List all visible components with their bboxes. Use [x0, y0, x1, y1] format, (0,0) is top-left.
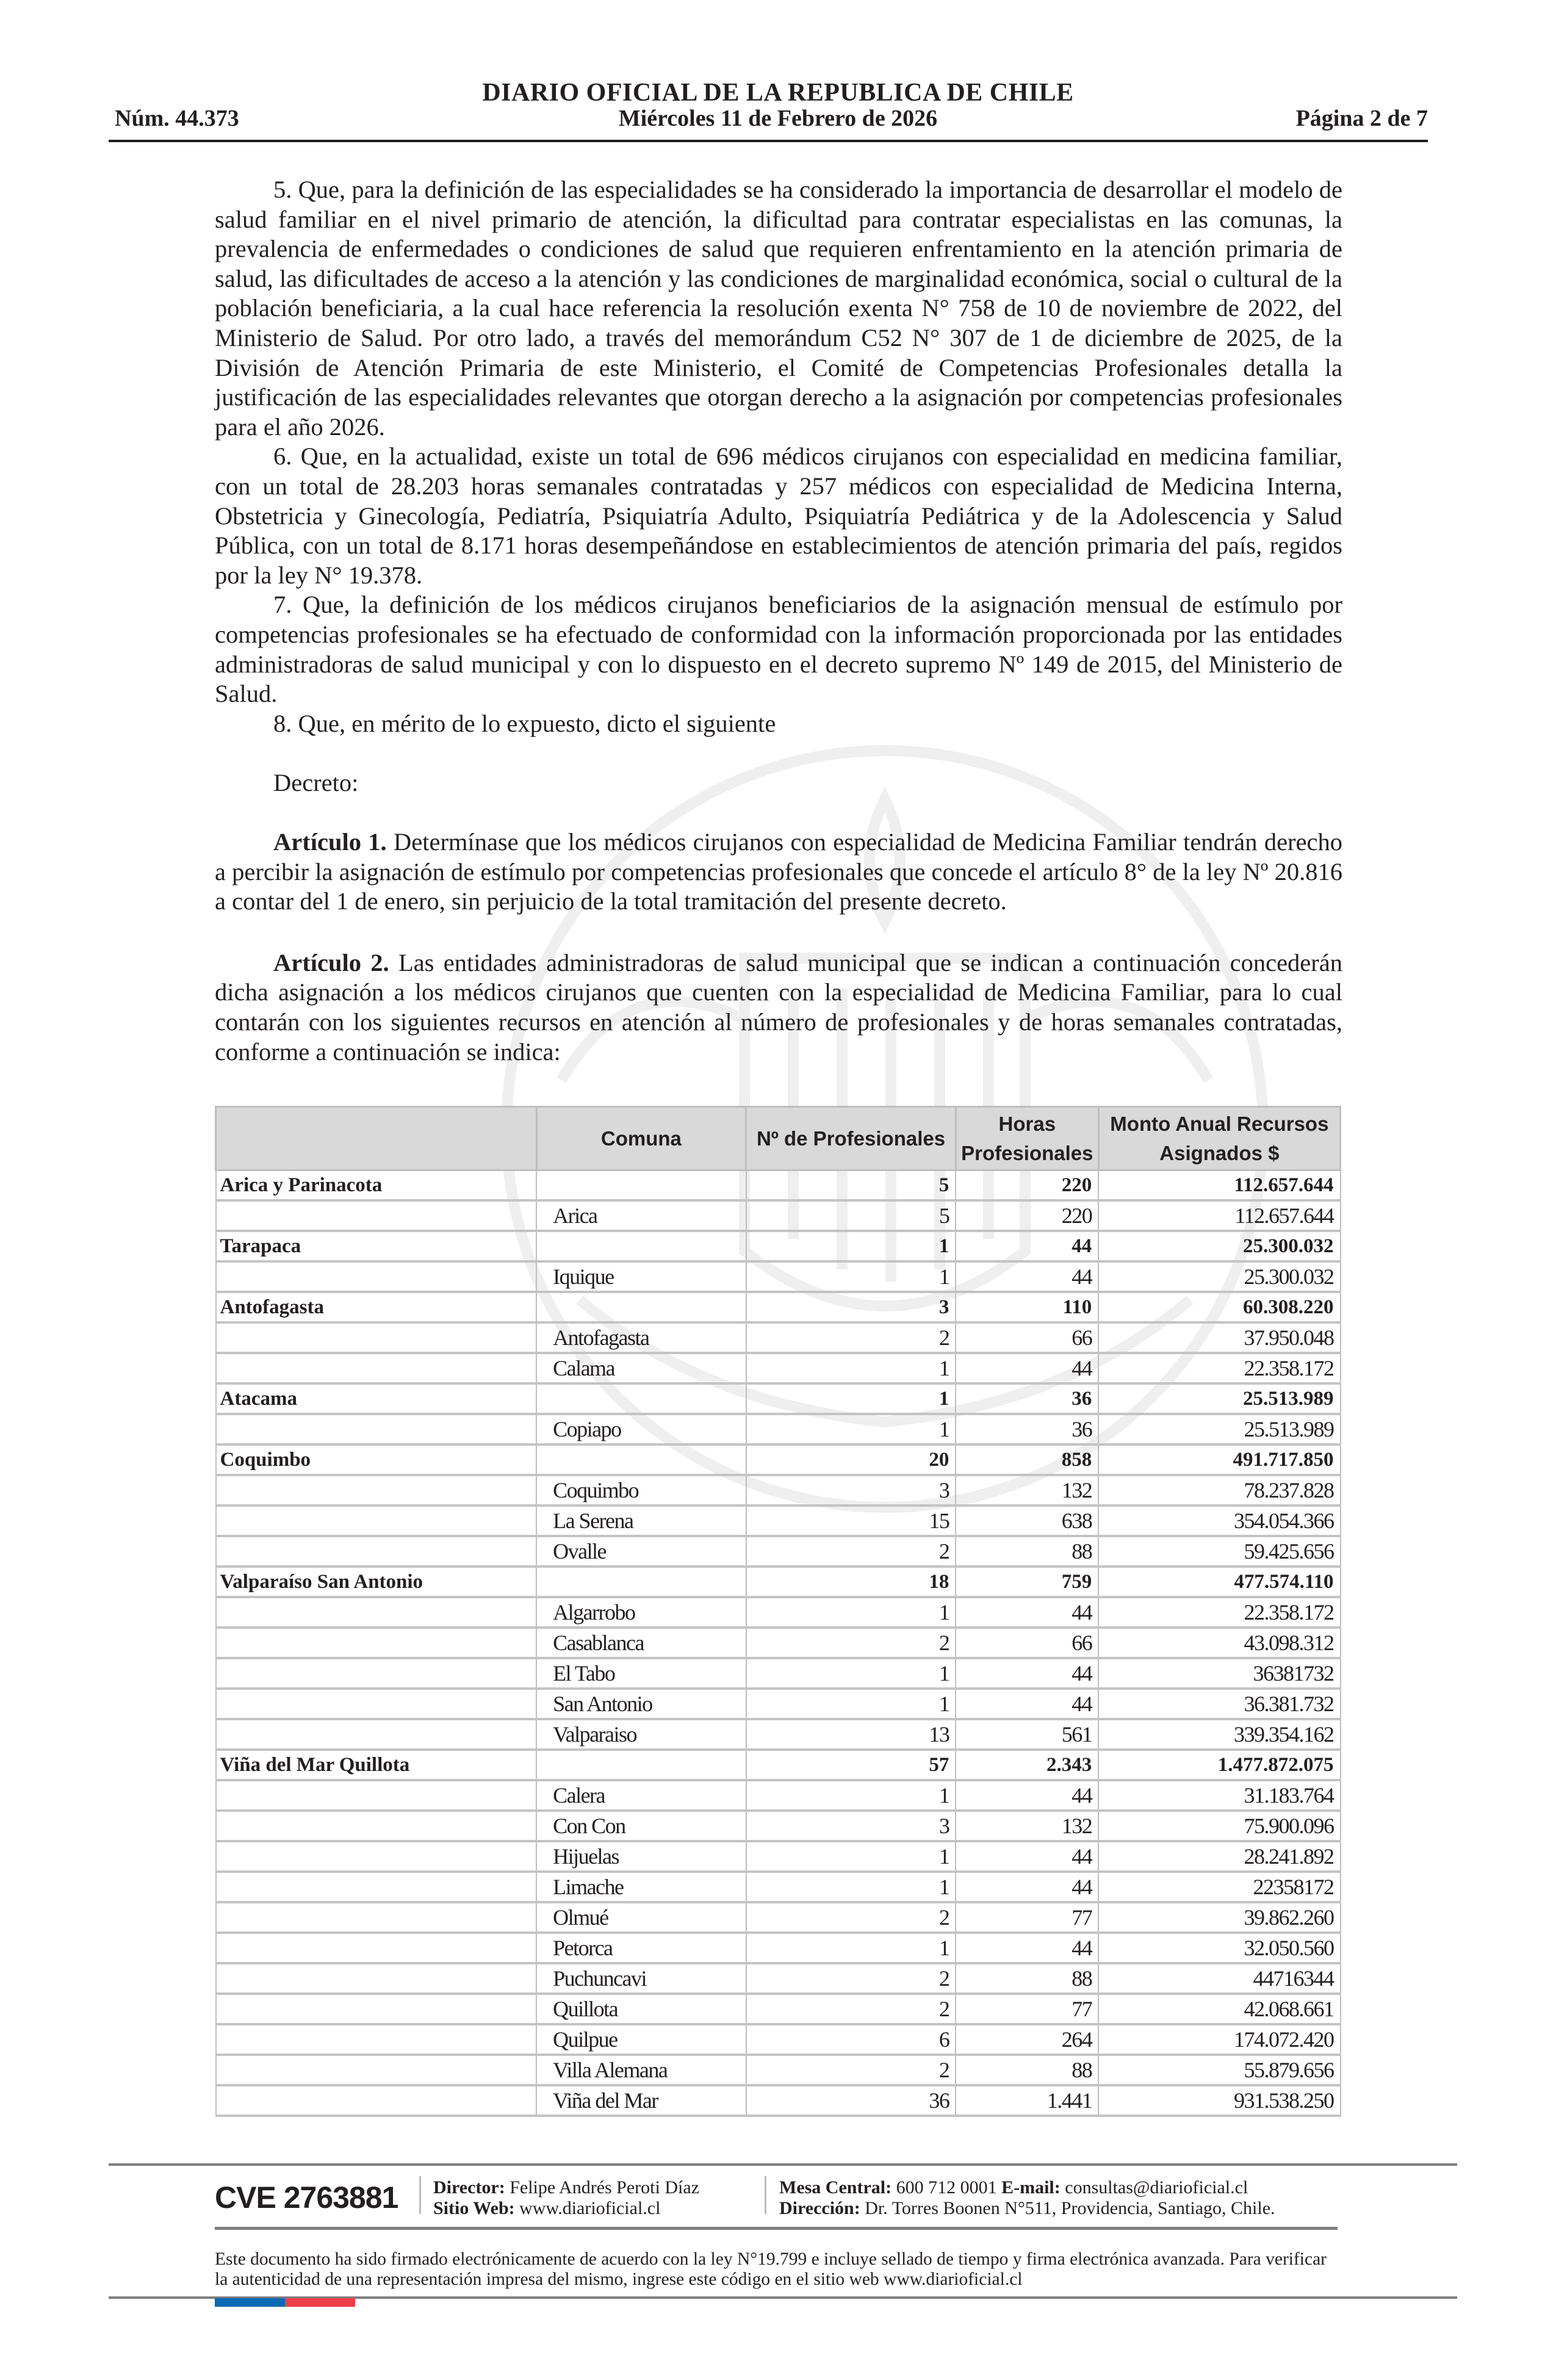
header-comuna: Comuna — [536, 1107, 746, 1170]
cell-comuna: Con Con — [536, 1811, 746, 1841]
cell-horas: 1.441 — [956, 2085, 1098, 2116]
cell-comuna — [536, 1170, 746, 1201]
cell-comuna — [536, 1383, 746, 1414]
cell-profesionales: 20 — [746, 1444, 956, 1475]
director-label: Director: — [433, 2177, 505, 2198]
cell-comuna — [536, 1231, 746, 1261]
cell-comuna: Quillota — [536, 1994, 746, 2024]
cell-horas: 759 — [956, 1567, 1098, 1597]
cell-comuna: San Antonio — [536, 1689, 746, 1719]
cell-comuna: Antofagasta — [536, 1322, 746, 1353]
cell-comuna: Ovalle — [536, 1536, 746, 1567]
cell-horas: 110 — [956, 1292, 1098, 1322]
cell-comuna: Villa Alemana — [536, 2055, 746, 2085]
cell-monto: 59.425.656 — [1098, 1536, 1340, 1567]
cell-comuna: Quilpue — [536, 2024, 746, 2055]
cell-monto: 42.068.661 — [1098, 1994, 1340, 2024]
cell-profesionales: 1 — [746, 1872, 956, 1902]
cell-monto: 32.050.560 — [1098, 1933, 1340, 1963]
cell-monto: 28.241.892 — [1098, 1841, 1340, 1872]
table-row-region — [216, 1567, 1341, 1597]
email-link[interactable]: consultas@diarioficial.cl — [1060, 2177, 1248, 2198]
cell-monto: 60.308.220 — [1098, 1292, 1340, 1322]
email-label: E-mail: — [1001, 2177, 1061, 2198]
table-row-comuna — [216, 2024, 1341, 2055]
cell-profesionales: 1 — [746, 1841, 956, 1872]
cell-profesionales: 1 — [746, 1383, 956, 1414]
cell-comuna: Petorca — [536, 1933, 746, 1963]
page-indicator: Página 2 de 7 — [1295, 106, 1428, 131]
cell-profesionales: 1 — [746, 1414, 956, 1444]
cell-profesionales: 5 — [746, 1170, 956, 1201]
cell-comuna: Coquimbo — [536, 1475, 746, 1506]
cell-region — [216, 1994, 537, 2024]
cell-horas: 88 — [956, 2055, 1098, 2085]
cell-monto: 25.300.032 — [1098, 1231, 1340, 1261]
cell-horas: 44 — [956, 1597, 1098, 1628]
cell-region — [216, 1902, 537, 1933]
cell-monto: 931.538.250 — [1098, 2085, 1340, 2116]
articulo-1 — [215, 828, 1342, 917]
cell-monto: 78.237.828 — [1098, 1475, 1340, 1506]
director-name: Felipe Andrés Peroti Díaz — [505, 2177, 699, 2198]
cell-profesionales: 2 — [746, 1963, 956, 1994]
cell-region — [216, 1261, 537, 1292]
cell-monto: 1.477.872.075 — [1098, 1750, 1340, 1780]
cell-region — [216, 1353, 537, 1383]
cell-horas: 66 — [956, 1628, 1098, 1658]
cell-profesionales: 1 — [746, 1933, 956, 1963]
cell-comuna: Viña del Mar — [536, 2085, 746, 2116]
flag-stripe-blue — [215, 2298, 285, 2307]
paragraph-7: 7. Que, la definición de los médicos cirujanos beneficiarios de la asignación mensual de estímulo por competencias profesionales se ha efectuado de conformidad con la información proporcionada por las entidades administradoras de salud municipal y con lo dispuesto en el decreto supremo Nº 149 de 2015, del Ministerio de Salud. — [215, 591, 1342, 708]
table-row-comuna — [216, 2055, 1341, 2085]
cell-region — [216, 1322, 537, 1353]
cell-region — [216, 1628, 537, 1658]
cell-profesionales: 2 — [746, 1994, 956, 2024]
footer-divider-top — [109, 2163, 1457, 2166]
cell-profesionales: 2 — [746, 1322, 956, 1353]
cell-profesionales: 3 — [746, 1292, 956, 1322]
cell-horas: 66 — [956, 1322, 1098, 1353]
header-divider — [109, 140, 1428, 142]
sitio-web-link[interactable]: www.diarioficial.cl — [514, 2198, 661, 2218]
cell-monto: 39.862.260 — [1098, 1902, 1340, 1933]
cell-region — [216, 1780, 537, 1811]
cell-horas: 44 — [956, 1261, 1098, 1292]
cell-region — [216, 1597, 537, 1628]
cell-monto: 354.054.366 — [1098, 1506, 1340, 1536]
cell-monto: 44716344 — [1098, 1963, 1340, 1994]
cell-comuna: Valparaiso — [536, 1719, 746, 1750]
paragraph-6: 6. Que, en la actualidad, existe un total de 696 médicos cirujanos con especialidad en medicina familiar, con un total de 28.203 horas semanales contratadas y 257 médicos con especialidad de Medicina Interna, Obstetricia y Ginecología, Pediatría, Psiquiatría Adulto, Psiquiatría Pediátrica y de la Adolescencia y Salud Pública, con un total de 8.171 horas desempeñándose en establecimientos de atención primaria del país, regidos por la ley N° 19.378. — [215, 442, 1342, 589]
cell-profesionales: 15 — [746, 1506, 956, 1536]
mesa-central-phone: 600 712 0001 — [891, 2177, 1002, 2198]
table-row-region — [216, 1231, 1341, 1261]
cell-profesionales: 13 — [746, 1719, 956, 1750]
cell-monto: 43.098.312 — [1098, 1628, 1340, 1658]
cell-horas: 77 — [956, 1902, 1098, 1933]
cell-profesionales: 57 — [746, 1750, 956, 1780]
footer-separator — [419, 2176, 421, 2214]
cell-horas: 44 — [956, 1353, 1098, 1383]
cell-monto: 22.358.172 — [1098, 1353, 1340, 1383]
cell-monto: 37.950.048 — [1098, 1322, 1340, 1353]
cell-profesionales: 1 — [746, 1597, 956, 1628]
articulo-1-text: Determínase que los médicos cirujanos con especialidad de Medicina Familiar tendrán derecho a percibir la asignación de estímulo por competencias profesionales que concede el artículo 8° de la ley Nº 20.816 a contar del 1 de enero, sin perjuicio de la total tramitación del presente decreto. — [215, 828, 1342, 915]
cell-profesionales: 1 — [746, 1261, 956, 1292]
cell-horas: 220 — [956, 1200, 1098, 1231]
table-row-comuna — [216, 1475, 1341, 1506]
cell-profesionales: 2 — [746, 1902, 956, 1933]
footer-divider-middle — [215, 2227, 1338, 2230]
cell-region: Tarapaca — [216, 1231, 537, 1261]
cell-monto: 22.358.172 — [1098, 1597, 1340, 1628]
cell-horas: 44 — [956, 1780, 1098, 1811]
table-row-region — [216, 1292, 1341, 1322]
issue-date: Miércoles 11 de Febrero de 2026 — [618, 106, 938, 131]
cell-region — [216, 1689, 537, 1719]
table-row-comuna — [216, 1780, 1341, 1811]
cell-comuna: Hijuelas — [536, 1841, 746, 1872]
table-row-comuna — [216, 1536, 1341, 1567]
direccion-label: Dirección: — [779, 2198, 860, 2218]
cell-region — [216, 1475, 537, 1506]
cell-region: Antofagasta — [216, 1292, 537, 1322]
cell-monto: 75.900.096 — [1098, 1811, 1340, 1841]
table-row-comuna — [216, 1841, 1341, 1872]
cell-region — [216, 1811, 537, 1841]
header-profesionales: Nº de Profesionales — [746, 1107, 956, 1170]
cell-horas: 44 — [956, 1658, 1098, 1689]
table-header-row — [216, 1107, 1341, 1170]
table-row-comuna — [216, 2085, 1341, 2116]
table-row-comuna — [216, 1200, 1341, 1231]
cell-region — [216, 1658, 537, 1689]
cell-profesionales: 2 — [746, 2055, 956, 2085]
cell-comuna — [536, 1444, 746, 1475]
cell-horas: 638 — [956, 1506, 1098, 1536]
cell-monto: 55.879.656 — [1098, 2055, 1340, 2085]
cell-monto: 36.381.732 — [1098, 1689, 1340, 1719]
cell-horas: 44 — [956, 1872, 1098, 1902]
cell-horas: 561 — [956, 1719, 1098, 1750]
table-row-comuna — [216, 1322, 1341, 1353]
direccion-value: Dr. Torres Boonen N°511, Providencia, Santiago, Chile. — [860, 2198, 1275, 2218]
cell-region — [216, 1719, 537, 1750]
cell-monto: 25.513.989 — [1098, 1383, 1340, 1414]
cell-monto: 491.717.850 — [1098, 1444, 1340, 1475]
cell-horas: 264 — [956, 2024, 1098, 2055]
cell-region — [216, 2085, 537, 2116]
header-horas: Horas Profesionales — [956, 1107, 1098, 1170]
cell-horas: 88 — [956, 1536, 1098, 1567]
table-row-comuna — [216, 1689, 1341, 1719]
cell-profesionales: 36 — [746, 2085, 956, 2116]
table-row-region — [216, 1383, 1341, 1414]
cell-monto: 112.657.644 — [1098, 1170, 1340, 1201]
cell-profesionales: 3 — [746, 1475, 956, 1506]
cell-region — [216, 1841, 537, 1872]
cell-region: Valparaíso San Antonio — [216, 1567, 537, 1597]
cell-region: Arica y Parinacota — [216, 1170, 537, 1201]
contact-block — [779, 2177, 1275, 2219]
cell-horas: 44 — [956, 1231, 1098, 1261]
articulo-2 — [215, 948, 1342, 1067]
cell-comuna: El Tabo — [536, 1658, 746, 1689]
cell-comuna — [536, 1292, 746, 1322]
cell-comuna — [536, 1750, 746, 1780]
cell-monto: 112.657.644 — [1098, 1200, 1340, 1231]
table-row-comuna — [216, 1933, 1341, 1963]
cell-comuna: Calama — [536, 1353, 746, 1383]
table-row-comuna — [216, 1963, 1341, 1994]
table-row-comuna — [216, 1994, 1341, 2024]
cell-region — [216, 1536, 537, 1567]
cell-horas: 36 — [956, 1383, 1098, 1414]
table-row-region — [216, 1750, 1341, 1780]
table-row-comuna — [216, 1902, 1341, 1933]
cell-profesionales: 1 — [746, 1353, 956, 1383]
cell-comuna: Calera — [536, 1780, 746, 1811]
cve-code: CVE 2763881 — [215, 2180, 398, 2215]
cell-region: Viña del Mar Quillota — [216, 1750, 537, 1780]
decreto-label: Decreto: — [273, 768, 359, 796]
cell-horas: 77 — [956, 1994, 1098, 2024]
table-body — [216, 1170, 1341, 2116]
cell-monto: 174.072.420 — [1098, 2024, 1340, 2055]
cell-profesionales: 1 — [746, 1689, 956, 1719]
cell-region — [216, 1872, 537, 1902]
table-row-region — [216, 1444, 1341, 1475]
cell-monto: 22358172 — [1098, 1872, 1340, 1902]
footer-separator — [765, 2176, 766, 2214]
cell-region — [216, 2024, 537, 2055]
table-row-comuna — [216, 1872, 1341, 1902]
cell-region — [216, 1506, 537, 1536]
cell-profesionales: 1 — [746, 1231, 956, 1261]
cell-profesionales: 1 — [746, 1658, 956, 1689]
cell-profesionales: 3 — [746, 1811, 956, 1841]
cell-region — [216, 1200, 537, 1231]
decree-body — [215, 175, 1342, 1067]
table-row-comuna — [216, 1658, 1341, 1689]
cell-horas: 44 — [956, 1689, 1098, 1719]
cell-monto: 25.513.989 — [1098, 1414, 1340, 1444]
cell-comuna: La Serena — [536, 1506, 746, 1536]
cell-horas: 44 — [956, 1841, 1098, 1872]
table-row-comuna — [216, 1597, 1341, 1628]
cell-profesionales: 18 — [746, 1567, 956, 1597]
table-row-comuna — [216, 1628, 1341, 1658]
header-monto: Monto Anual Recursos Asignados $ — [1098, 1107, 1340, 1170]
cell-profesionales: 2 — [746, 1536, 956, 1567]
cell-profesionales: 1 — [746, 1780, 956, 1811]
cell-monto: 477.574.110 — [1098, 1567, 1340, 1597]
cell-horas: 44 — [956, 1933, 1098, 1963]
director-block — [433, 2177, 699, 2219]
cell-region: Coquimbo — [216, 1444, 537, 1475]
cell-profesionales: 6 — [746, 2024, 956, 2055]
table-row-comuna — [216, 1811, 1341, 1841]
cell-horas: 858 — [956, 1444, 1098, 1475]
cell-monto: 339.354.162 — [1098, 1719, 1340, 1750]
flag-stripe-red — [285, 2298, 355, 2307]
articulo-2-text: Las entidades administradoras de salud municipal que se indican a continuación concederán dicha asignación a los médicos cirujanos que cuenten con la especialidad de Medicina Familiar, para lo cual contarán con los siguientes recursos en atención al número de profesionales y de horas semanales contratadas, conforme a continuación se indica: — [215, 948, 1342, 1066]
cell-monto: 25.300.032 — [1098, 1261, 1340, 1292]
paragraph-8: 8. Que, en mérito de lo expuesto, dicto el siguiente — [273, 709, 776, 737]
table-row-comuna — [216, 1261, 1341, 1292]
table-row-comuna — [216, 1719, 1341, 1750]
cell-comuna — [536, 1567, 746, 1597]
cell-horas: 132 — [956, 1811, 1098, 1841]
cell-monto: 31.183.764 — [1098, 1780, 1340, 1811]
cell-comuna: Casablanca — [536, 1628, 746, 1658]
cell-comuna: Olmué — [536, 1902, 746, 1933]
cell-region — [216, 1933, 537, 1963]
cell-horas: 88 — [956, 1963, 1098, 1994]
cell-region — [216, 1963, 537, 1994]
cell-region — [216, 1414, 537, 1444]
articulo-1-label: Artículo 1. — [273, 828, 387, 856]
table-row-comuna — [216, 1353, 1341, 1383]
mesa-central-label: Mesa Central: — [779, 2177, 892, 2198]
cell-comuna: Arica — [536, 1200, 746, 1231]
cell-comuna: Algarrobo — [536, 1597, 746, 1628]
articulo-2-label: Artículo 2. — [273, 948, 389, 976]
sitio-web-label: Sitio Web: — [433, 2198, 515, 2218]
signature-notice: Este documento ha sido firmado electrónicamente de acuerdo con la ley N°19.799 e incluye sellado de tiempo y firma electrónica avanzada. Para verificar la autenticidad de una representación impresa del mismo, ingrese este código en el sitio web www.diarioficial.cl — [215, 2249, 1327, 2289]
cell-comuna: Puchuncavi — [536, 1963, 746, 1994]
allocation-table — [215, 1106, 1341, 2117]
cell-comuna: Iquique — [536, 1261, 746, 1292]
paragraph-5: 5. Que, para la definición de las especialidades se ha considerado la importancia de desarrollar el modelo de salud familiar en el nivel primario de atención, la dificultad para contratar especialistas en las comunas, la prevalencia de enfermedades o condiciones de salud que requieren enfrentamiento en la atención primaria de salud, las dificultades de acceso a la atención y las condiciones de marginalidad económica, social o cultural de la población beneficiaria, a la cual hace referencia la resolución exenta N° 758 de 10 de noviembre de 2022, del Ministerio de Salud. Por otro lado, a través del memorándum C52 N° 307 de 1 de diciembre de 2025, de la División de Atención Primaria de este Ministerio, el Comité de Competencias Profesionales detalla la justificación de las especialidades relevantes que otorgan derecho a la asignación por competencias profesionales para el año 2026. — [215, 176, 1342, 441]
table-row-region — [216, 1170, 1341, 1201]
cell-horas: 132 — [956, 1475, 1098, 1506]
table-row-comuna — [216, 1506, 1341, 1536]
cell-comuna: Copiapo — [536, 1414, 746, 1444]
cell-region — [216, 2055, 537, 2085]
issue-number: Núm. 44.373 — [115, 106, 239, 131]
header-region — [216, 1107, 537, 1170]
table-row-comuna — [216, 1414, 1341, 1444]
cell-horas: 220 — [956, 1170, 1098, 1201]
cell-region: Atacama — [216, 1383, 537, 1414]
cell-horas: 36 — [956, 1414, 1098, 1444]
cell-horas: 2.343 — [956, 1750, 1098, 1780]
cell-profesionales: 2 — [746, 1628, 956, 1658]
cell-monto: 36381732 — [1098, 1658, 1340, 1689]
cell-comuna: Limache — [536, 1872, 746, 1902]
cell-profesionales: 5 — [746, 1200, 956, 1231]
publication-title: DIARIO OFICIAL DE LA REPUBLICA DE CHILE — [482, 79, 1074, 107]
